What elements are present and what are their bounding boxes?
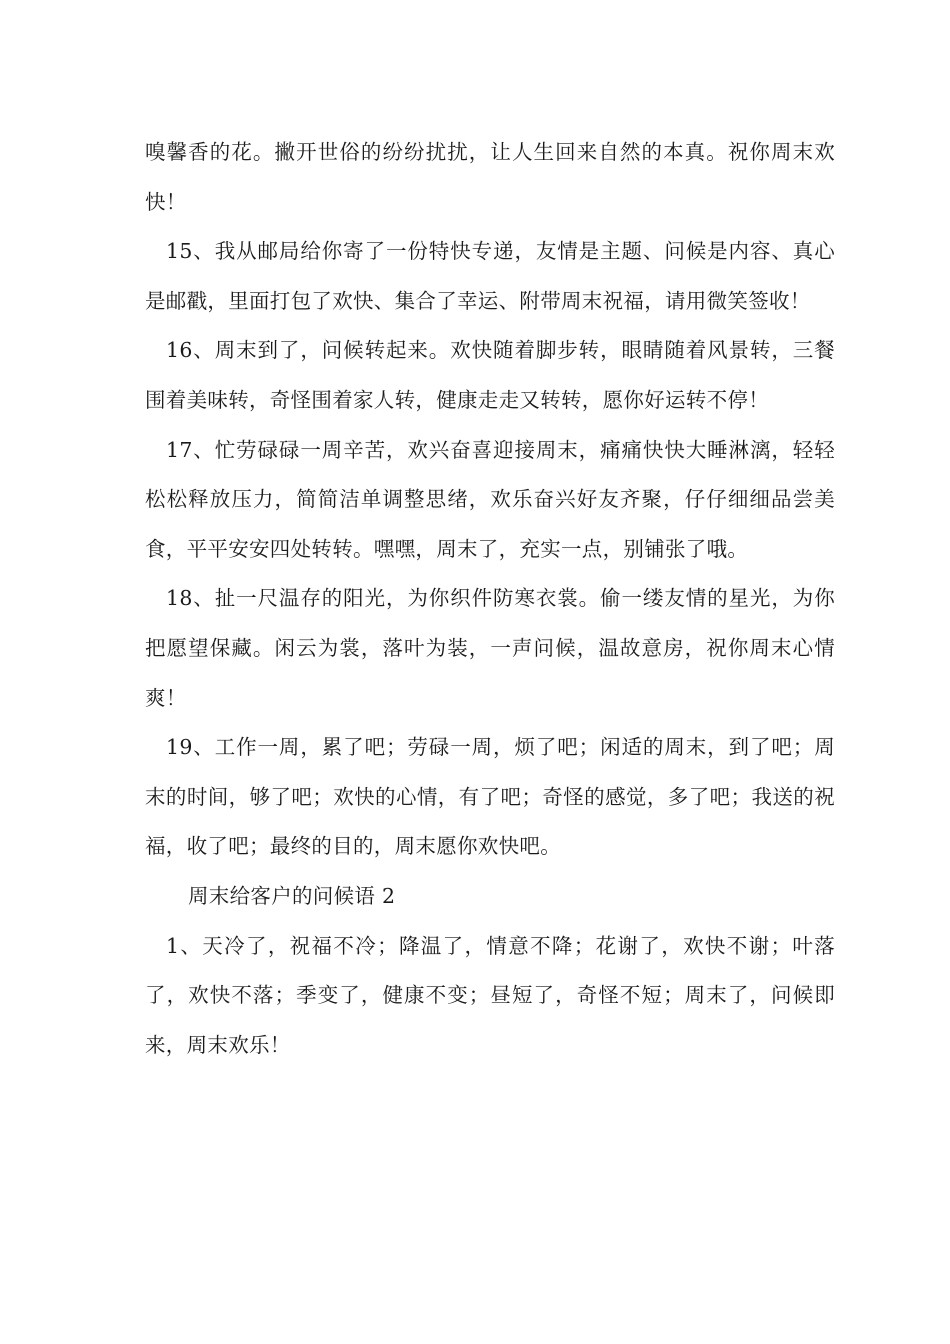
paragraph-16: 16、周末到了，问候转起来。欢快随着脚步转，眼睛随着风景转，三餐围着美味转，奇怪围着家人转，健康走走又转转，愿你好运转不停！ (145, 338, 835, 412)
paragraph-continued: 嗅馨香的花。撇开世俗的纷纷扰扰，让人生回来自然的本真。祝你周末欢快！ (145, 140, 835, 214)
paragraph-18: 18、扯一尺温存的阳光，为你织件防寒衣裳。偷一缕友情的星光，为你把愿望保藏。闲云为裳，落叶为装，一声问候，温故意房，祝你周末心情爽！ (145, 586, 835, 710)
section2-paragraph-1: 1、天冷了，祝福不冷；降温了，情意不降；花谢了，欢快不谢；叶落了，欢快不落；季变了，健康不变；昼短了，奇怪不短；周末了，问候即来，周末欢乐！ (145, 933, 835, 1057)
document-body (145, 128, 835, 1070)
section-heading: 周末给客户的问候语 2 (188, 883, 396, 908)
paragraph-15: 15、我从邮局给你寄了一份特快专递，友情是主题、问候是内容、真心是邮戳，里面打包了欢快、集合了幸运、附带周末祝福，请用微笑签收！ (145, 239, 835, 313)
paragraph-19: 19、工作一周，累了吧；劳碌一周，烦了吧；闲适的周末，到了吧；周末的时间，够了吧；欢快的心情，有了吧；奇怪的感觉，多了吧；我送的祝福，收了吧；最终的目的，周末愿你欢快吧。 (145, 735, 835, 859)
paragraph-17: 17、忙劳碌碌一周辛苦，欢兴奋喜迎接周末，痛痛快快大睡淋漓，轻轻松松释放压力，简简洁单调整思绪，欢乐奋兴好友齐聚，仔仔细细品尝美食，平平安安四处转转。嘿嘿，周末了，充实一点，别铺张了哦。 (145, 437, 835, 561)
